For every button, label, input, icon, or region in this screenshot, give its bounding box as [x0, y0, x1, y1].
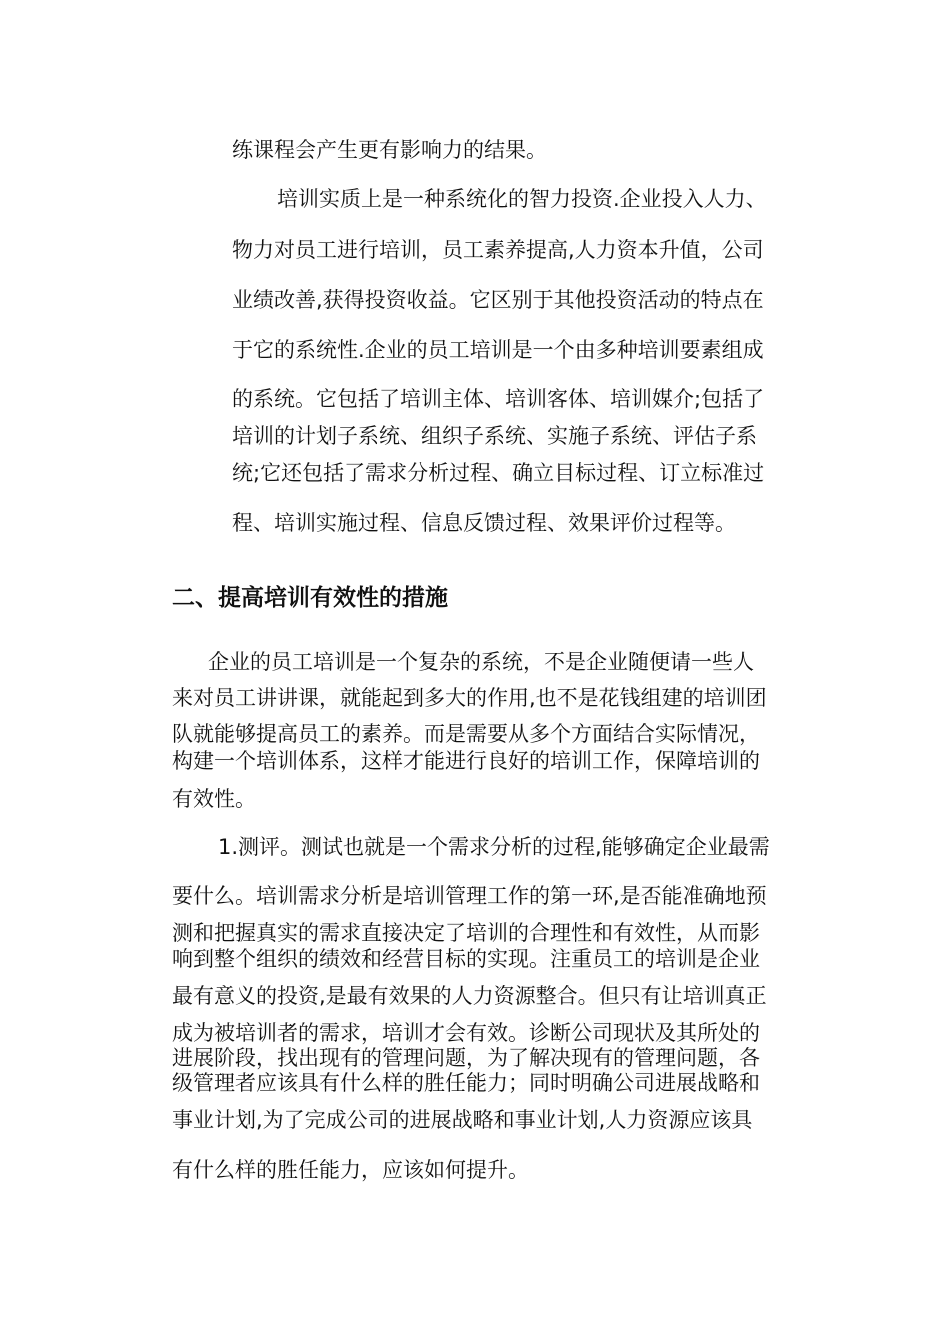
paragraph-line: 于它的系统性.企业的员工培训是一个由多种培训要素组成 [232, 338, 764, 362]
paragraph-line: 培训的计划子系统、组织子系统、实施子系统、评估子系 [232, 424, 757, 448]
paragraph-line: 级管理者应该具有什么样的胜任能力；同时明确公司进展战略和 [172, 1071, 760, 1095]
paragraph-line: 最有意义的投资,是最有效果的人力资源整合。但只有让培训真正 [172, 984, 767, 1008]
paragraph-line: 响到整个组织的绩效和经营目标的实现。注重员工的培训是企业 [172, 947, 760, 971]
paragraph-line: 业绩改善,获得投资收益。它区别于其他投资活动的特点在 [232, 288, 764, 312]
paragraph-line: 练课程会产生更有影响力的结果。 [232, 138, 547, 162]
paragraph-line: 测和把握真实的需求直接决定了培训的合理性和有效性，从而影 [172, 921, 760, 945]
paragraph-line: 有效性。 [172, 787, 256, 811]
paragraph-line: 企业的员工培训是一个复杂的系统，不是企业随便请一些人 [208, 650, 754, 674]
paragraph-line: 物力对员工进行培训，员工素养提高,人力资本升值，公司 [232, 238, 764, 262]
paragraph-line: 来对员工讲讲课，就能起到多大的作用,也不是花钱组建的培训团 [172, 686, 767, 710]
paragraph-line: 进展阶段，找出现有的管理问题，为了解决现有的管理问题，各 [172, 1046, 760, 1070]
paragraph-line: 程、培训实施过程、信息反馈过程、效果评价过程等。 [232, 511, 736, 535]
paragraph-line: 事业计划,为了完成公司的进展战略和事业计划,人力资源应该具 [172, 1108, 753, 1132]
paragraph-line: 队就能够提高员工的素养。而是需要从多个方面结合实际情况， [172, 722, 760, 746]
paragraph-line: 要什么。培训需求分析是培训管理工作的第一环,是否能准确地预 [172, 884, 767, 908]
paragraph-line: 培训实质上是一种系统化的智力投资.企业投入人力、 [277, 187, 767, 211]
paragraph-line: 统;它还包括了需求分析过程、确立目标过程、订立标准过 [232, 461, 765, 485]
paragraph-line: 1.测评。测试也就是一个需求分析的过程,能够确定企业最需 [218, 835, 770, 859]
paragraph-line: 成为被培训者的需求，培训才会有效。诊断公司现状及其所处的 [172, 1021, 760, 1045]
section-heading: 二、提高培训有效性的措施 [172, 585, 448, 611]
paragraph-line: 构建一个培训体系，这样才能进行良好的培训工作，保障培训的 [172, 749, 760, 773]
paragraph-line: 的系统。它包括了培训主体、培训客体、培训媒介;包括了 [232, 387, 765, 411]
paragraph-line: 有什么样的胜任能力，应该如何提升。 [172, 1158, 529, 1182]
